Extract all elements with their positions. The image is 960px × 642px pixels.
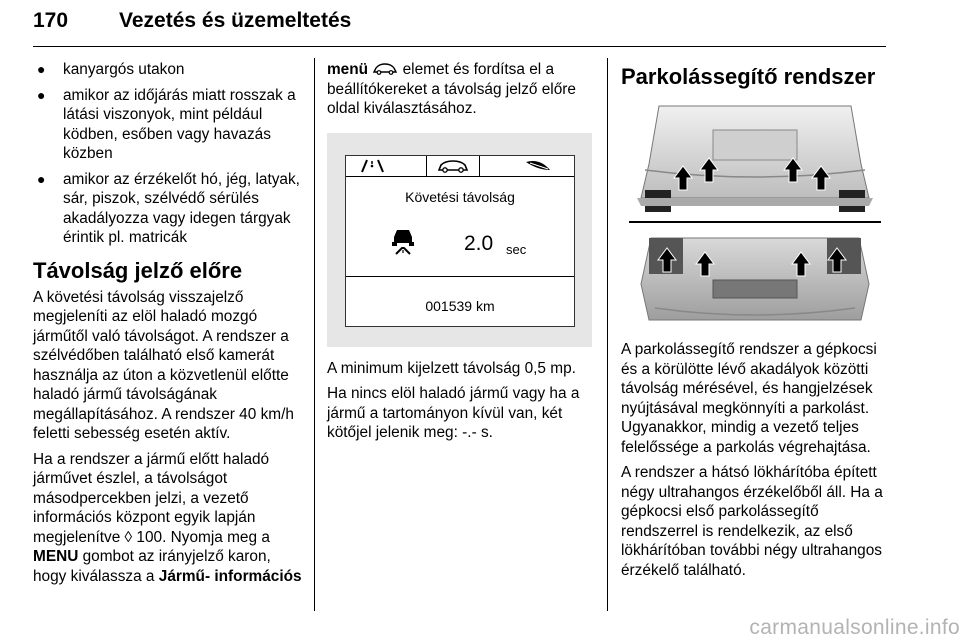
odometer-readout: 001539 km [425, 297, 495, 314]
distance-value: 2.0 [464, 231, 494, 255]
column-1 [33, 60, 303, 592]
display-illustration [327, 133, 592, 347]
leaf-icon [522, 156, 556, 176]
screen-tab-bar [346, 156, 574, 176]
page-number: 170 [33, 9, 69, 32]
bullet-icon: ● [37, 86, 46, 103]
driver-info-screen [345, 155, 575, 327]
paragraph: A minimum kijelzett távolság 0,5 mp. [327, 359, 576, 377]
bullet-icon: ● [37, 170, 46, 187]
page-header [33, 6, 886, 47]
column-3 [621, 60, 889, 586]
vehicle-info-keyword: Jármű- információs [158, 567, 302, 585]
paragraph: A követési távolság visszajelző megjeleníti az elöl haladó mozgó járműtől való távolságot. A rendszer a szélvédőben található első kamerát használja az úton a közvetlenül előtte haladó jármű távolságának megállapításához. A rendszer 40 km/h feletti sebesség esetén aktív. [33, 288, 294, 442]
distance-unit: sec [506, 241, 527, 257]
following-distance-icon [388, 227, 418, 263]
watermark: carmanualsonline.info [749, 616, 960, 639]
paragraph: A rendszer a hátsó lökhárítóba épített négy ultrahangos érzékelőből áll. Ha a gépkocsi első parkolássegítő rendszerrel is rendelkezik, az első lökhárítóban további négy ultrahangos érzékelő található. [621, 464, 883, 579]
warning-icon [358, 156, 388, 176]
column-divider-2 [607, 58, 608, 611]
menu-keyword: MENU [33, 548, 79, 565]
page-ref-icon: ◊ [124, 528, 133, 546]
column-2 [327, 60, 597, 449]
tab-eco [522, 156, 556, 176]
display-heading: Követési távolság [405, 188, 515, 205]
paragraph: A parkolássegítő rendszer a gépkocsi és a körülötte lévő akadályok közötti távolság mérésével, és hangjelzések nyújtásával megkönnyíti a parkolást. Ugyanakkor, mindig a vezető teljes felelőssége a parkolás végrehajtása. [621, 341, 877, 456]
paragraph: Ha a rendszer a jármű előtt haladó járművet észlel, a távolságot másodpercekben jelzi, a vezető információs központ egyik lapján megjelenítve ◊ 100. Nyomja meg a MENU gombot az irányjelző karon, hogy kiválassza a Jármű- információs [33, 450, 302, 585]
bullet-list [33, 60, 303, 248]
paragraph: menü elemet és fordítsa el a beállítókereket a távolság jelző előre oldal kiválasztásához. [327, 61, 576, 117]
list-item: ● amikor az érzékelőt hó, jég, latyak, sár, piszok, szélvédő sérülés akadályozza vagy idegen tárgyak érintik pl. matricák [37, 170, 300, 246]
bumper-sensor-illustration [621, 102, 889, 326]
list-item: ● amikor az időjárás miatt rosszak a látási viszonyok, mint például ködben, esőben vagy havazás közben [37, 86, 296, 162]
paragraph: Ha nincs elöl haladó jármű vagy ha a jármű a tartományon kívül van, két kötőjel jelenik meg: -.- s. [327, 385, 580, 441]
column-divider-1 [314, 58, 315, 611]
car-icon [372, 63, 398, 75]
list-item: ● kanyargós utakon [37, 61, 185, 78]
page-title: Vezetés és üzemeltetés [119, 9, 352, 32]
car-icon [427, 156, 479, 176]
tab-car [426, 156, 480, 177]
section-heading-distance: Távolság jelző előre [33, 257, 243, 283]
section-heading-parking: Parkolássegítő rendszer [621, 64, 876, 89]
bullet-icon: ● [37, 61, 46, 77]
tab-warning [358, 156, 388, 176]
